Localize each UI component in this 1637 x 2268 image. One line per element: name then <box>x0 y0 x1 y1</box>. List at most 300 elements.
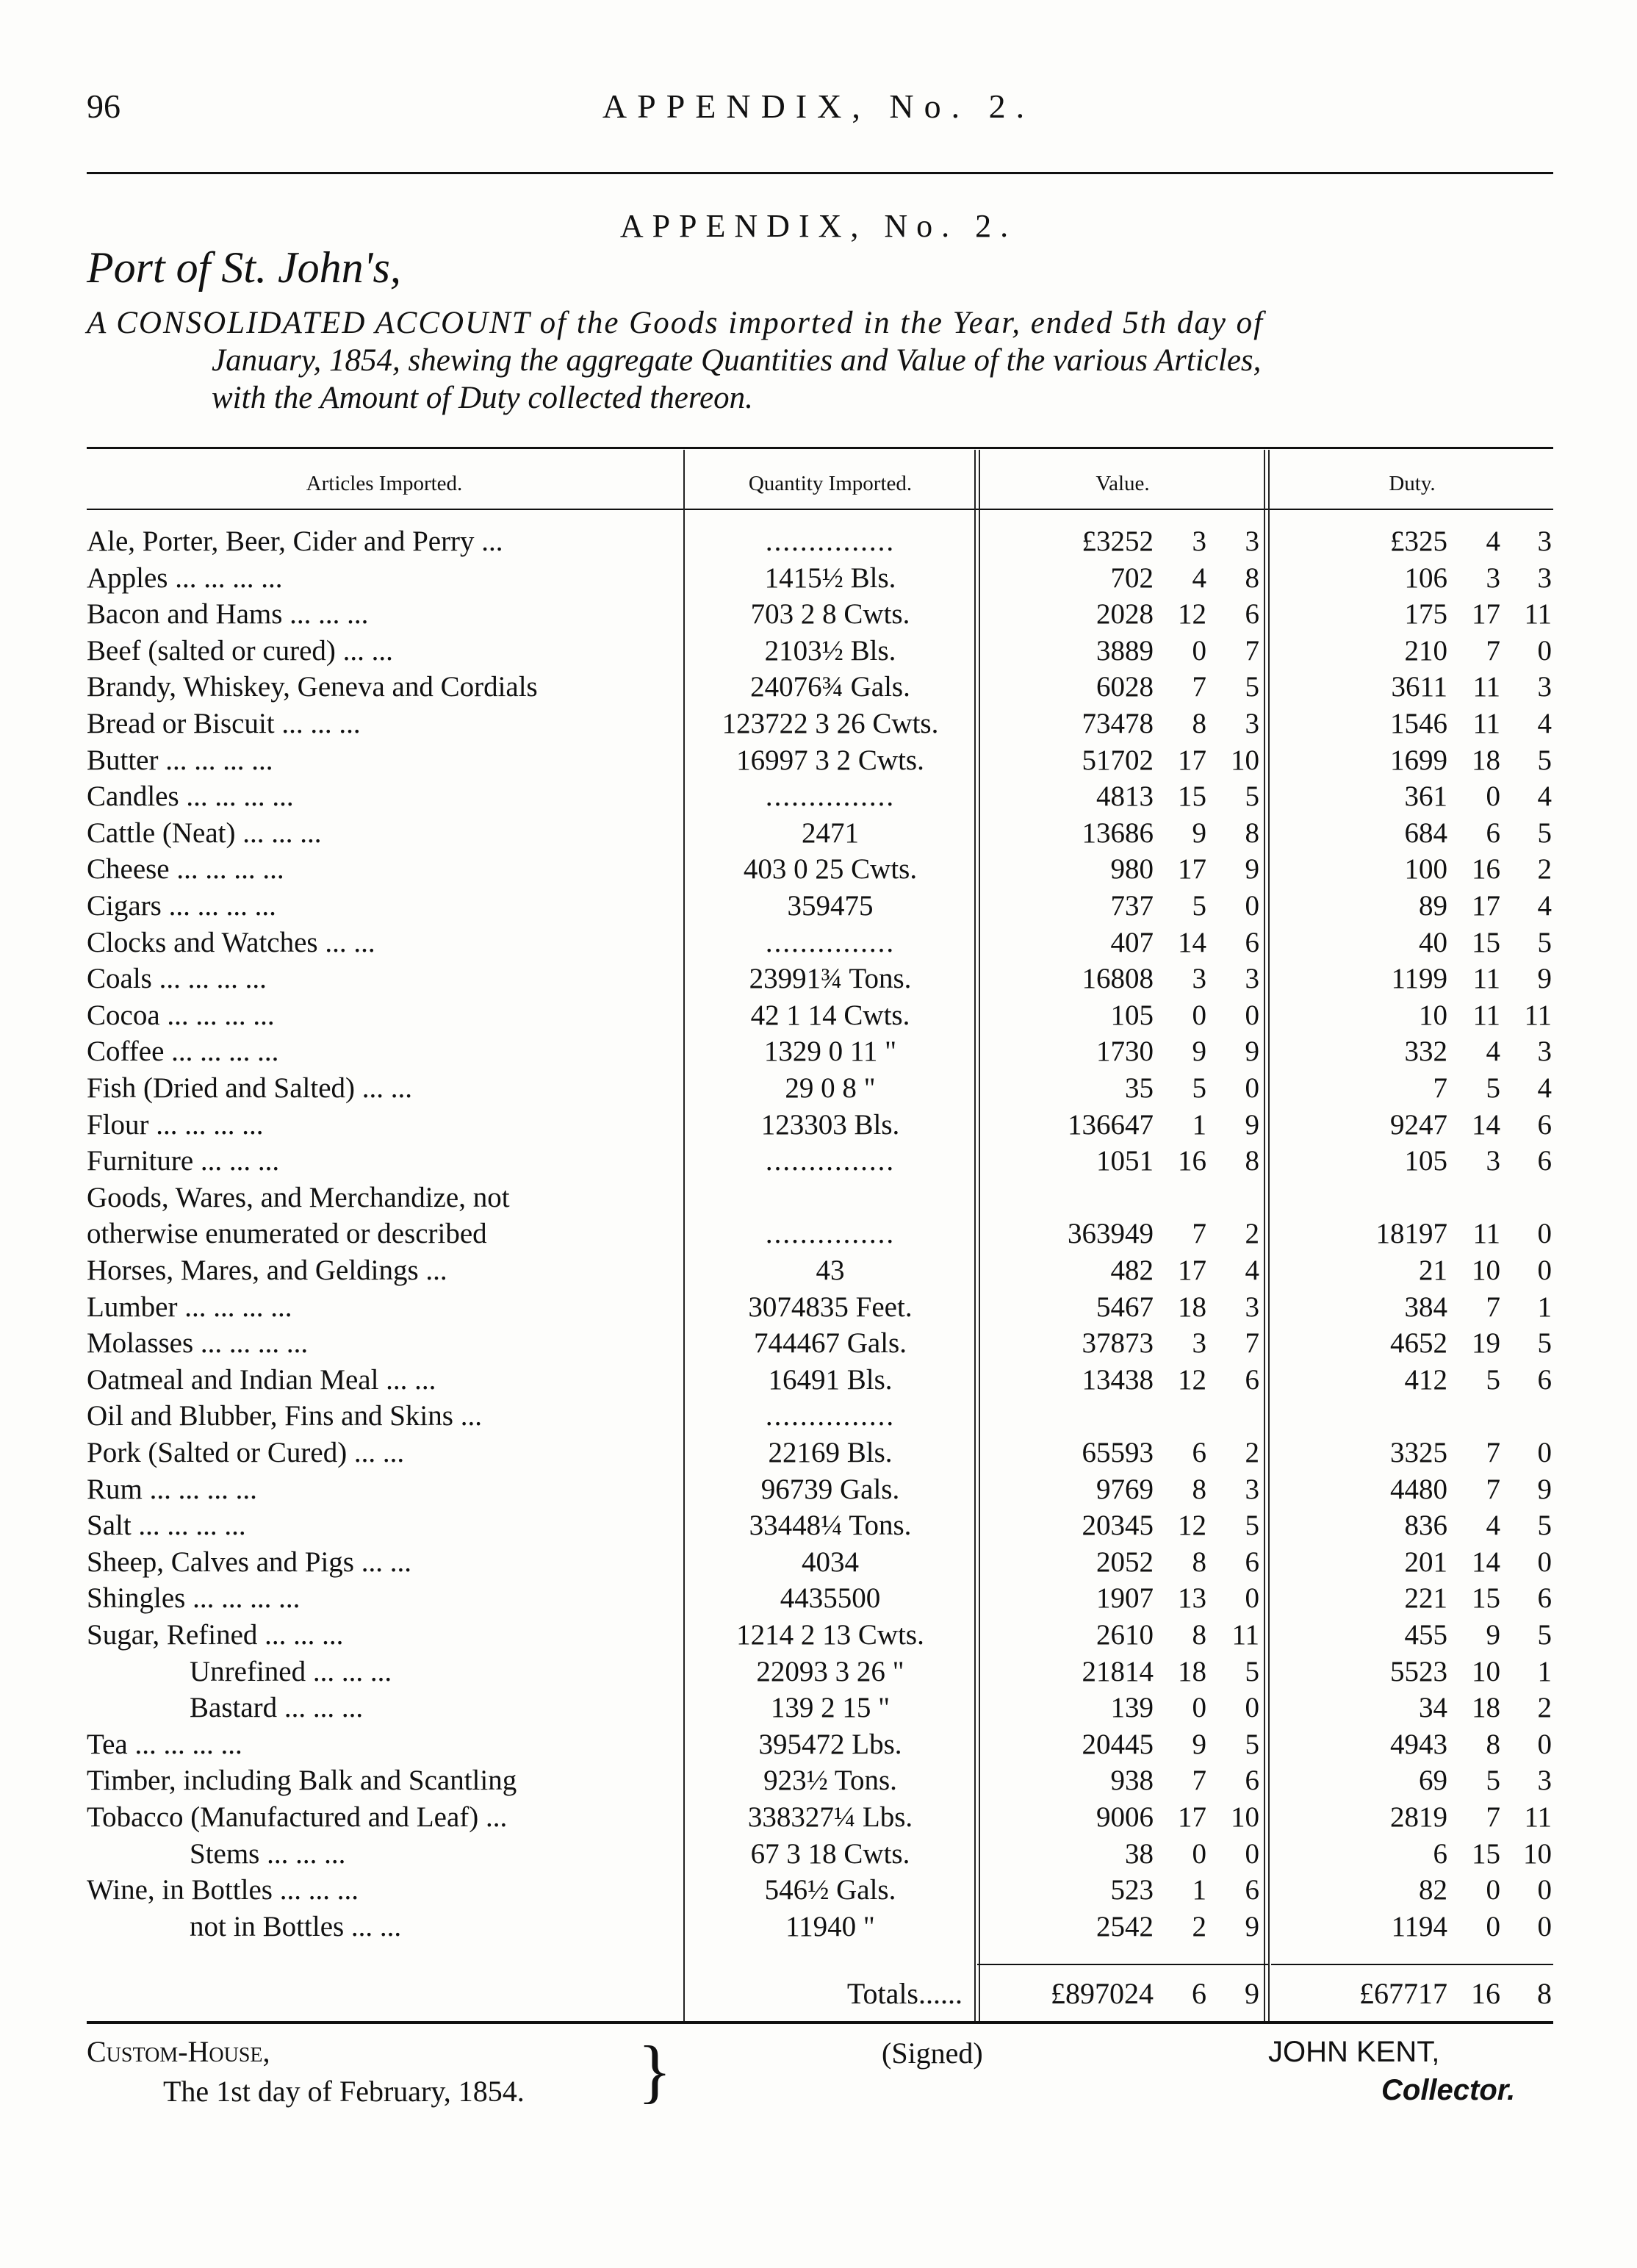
duty-shillings-cell: 10 <box>1472 1655 1500 1687</box>
totals-rule-duty <box>1271 1964 1553 1965</box>
value-pence-cell: 2 <box>1245 1218 1259 1250</box>
article-cell: Coals ... ... ... ... <box>87 963 267 995</box>
value-pence-cell: 3 <box>1245 963 1259 995</box>
value-pence-cell: 5 <box>1245 780 1259 813</box>
value-pounds-cell: 407 <box>1110 926 1154 958</box>
quantity-cell: 29 0 8 " <box>785 1072 876 1104</box>
value-pence-cell: 10 <box>1231 1801 1259 1833</box>
duty-shillings-cell: 14 <box>1472 1108 1500 1141</box>
appendix-title: APPENDIX, No. 2. <box>619 208 1018 244</box>
duty-shillings-cell: 4 <box>1486 525 1500 557</box>
quantity-cell: 22093 3 26 " <box>756 1655 904 1687</box>
quantity-cell: 1214 2 13 Cwts. <box>736 1619 924 1651</box>
value-shillings-cell: 12 <box>1178 1510 1206 1542</box>
value-shillings-cell: 4 <box>1192 561 1206 594</box>
duty-pence-cell: 5 <box>1537 1510 1552 1542</box>
duty-shillings-cell: 15 <box>1472 926 1500 958</box>
article-cell: Oil and Blubber, Fins and Skins ... <box>87 1400 482 1432</box>
value-pence-cell: 3 <box>1245 1291 1259 1323</box>
article-cell: Goods, Wares, and Merchandize, not <box>87 1181 510 1213</box>
duty-pence-cell: 10 <box>1523 1837 1552 1870</box>
description-line: January, 1854, shewing the aggregate Quantities and Value of the various Articles, <box>212 343 1262 378</box>
value-pence-cell: 4 <box>1245 1255 1259 1286</box>
totals-duty-shillings: 16 <box>1471 1977 1500 2010</box>
description-line: A CONSOLIDATED ACCOUNT of the Goods imported in the Year, ended 5th day of <box>87 306 1264 340</box>
quantity-cell: 2471 <box>802 817 859 849</box>
value-pounds-cell: 37873 <box>1082 1327 1154 1360</box>
table-row <box>0 1325 1637 1361</box>
value-pence-cell: 0 <box>1245 1692 1259 1724</box>
duty-shillings-cell: 5 <box>1486 1072 1500 1104</box>
value-shillings-cell: 8 <box>1192 1546 1206 1578</box>
duty-shillings-cell: 6 <box>1486 817 1500 849</box>
value-shillings-cell: 18 <box>1178 1291 1206 1323</box>
duty-pence-cell: 1 <box>1537 1655 1552 1687</box>
duty-shillings-cell: 8 <box>1486 1728 1500 1760</box>
quantity-cell: 4034 <box>802 1546 859 1578</box>
article-cell: Candles ... ... ... ... <box>87 780 294 813</box>
value-shillings-cell: 13 <box>1178 1582 1206 1615</box>
table-row <box>0 1507 1637 1543</box>
value-pence-cell: 10 <box>1231 744 1259 776</box>
quantity-cell: 403 0 25 Cwts. <box>743 853 918 886</box>
value-pounds-cell: 51702 <box>1082 744 1154 776</box>
duty-pounds-cell: 105 <box>1404 1145 1447 1177</box>
article-cell: otherwise enumerated or described <box>87 1218 487 1250</box>
duty-shillings-cell: 11 <box>1472 999 1500 1031</box>
duty-shillings-cell: 18 <box>1472 744 1500 776</box>
description-line: with the Amount of Duty collected thereon. <box>212 381 753 415</box>
footer-place: Custom-House, <box>87 2035 270 2068</box>
value-pence-cell: 9 <box>1245 1910 1259 1942</box>
article-cell: Cattle (Neat) ... ... ... <box>87 817 322 849</box>
article-cell: Salt ... ... ... ... <box>87 1510 246 1542</box>
table-row <box>0 1289 1637 1325</box>
table-row <box>0 596 1637 632</box>
duty-pence-cell: 0 <box>1537 1218 1552 1250</box>
quantity-cell: 16997 3 2 Cwts. <box>736 744 924 776</box>
article-cell: Shingles ... ... ... ... <box>87 1582 301 1615</box>
table-row <box>0 1471 1637 1507</box>
duty-shillings-cell: 7 <box>1486 1291 1500 1323</box>
article-cell: Bacon and Hams ... ... ... <box>87 598 369 631</box>
value-shillings-cell: 15 <box>1178 780 1206 813</box>
table-row <box>0 1726 1637 1762</box>
duty-pounds-cell: 89 <box>1419 890 1447 922</box>
table-row <box>0 633 1637 669</box>
duty-pounds-cell: 221 <box>1404 1582 1447 1615</box>
value-pounds-cell: 6028 <box>1096 671 1154 703</box>
duty-shillings-cell: 11 <box>1472 1218 1500 1250</box>
value-shillings-cell: 17 <box>1178 1801 1206 1833</box>
value-pounds-cell: 1907 <box>1096 1582 1154 1615</box>
table-row <box>0 1690 1637 1726</box>
article-cell: Wine, in Bottles ... ... ... <box>87 1874 359 1906</box>
duty-pence-cell: 4 <box>1537 890 1552 922</box>
totals-duty-pounds: £67717 <box>1359 1977 1447 2010</box>
article-cell: Apples ... ... ... ... <box>87 561 283 594</box>
value-pence-cell: 8 <box>1245 1145 1259 1177</box>
quantity-cell: 395472 Lbs. <box>758 1728 902 1760</box>
duty-pounds-cell: 100 <box>1404 853 1447 886</box>
value-pounds-cell: 9769 <box>1096 1473 1154 1505</box>
quantity-cell: 3074835 Feet. <box>748 1291 913 1323</box>
duty-shillings-cell: 0 <box>1486 1910 1500 1942</box>
duty-shillings-cell: 11 <box>1472 963 1500 995</box>
article-cell: Cigars ... ... ... ... <box>87 890 276 922</box>
value-shillings-cell: 5 <box>1192 890 1206 922</box>
quantity-cell: 2103½ Bls. <box>764 634 896 667</box>
duty-shillings-cell: 10 <box>1472 1255 1500 1286</box>
value-shillings-cell: 3 <box>1192 963 1206 995</box>
value-pounds-cell: 523 <box>1110 1874 1154 1906</box>
duty-pounds-cell: 3325 <box>1390 1437 1447 1468</box>
footer-name: JOHN KENT, <box>1268 2036 1440 2068</box>
table-row <box>0 1617 1637 1653</box>
col-header-quantity: Quantity Imported. <box>748 472 913 495</box>
table-row <box>0 1070 1637 1106</box>
duty-pence-cell: 6 <box>1537 1145 1552 1177</box>
table-top-rule <box>87 447 1553 449</box>
value-shillings-cell: 7 <box>1192 671 1206 703</box>
value-shillings-cell: 3 <box>1192 525 1206 557</box>
article-cell: Tea ... ... ... ... <box>87 1728 242 1760</box>
value-pounds-cell: 2052 <box>1096 1546 1154 1578</box>
value-shillings-cell: 8 <box>1192 708 1206 739</box>
value-pounds-cell: 16808 <box>1082 963 1154 995</box>
table-row <box>0 851 1637 887</box>
value-pounds-cell: 482 <box>1110 1255 1154 1286</box>
value-pounds-cell: 38 <box>1125 1837 1154 1870</box>
value-pounds-cell: 938 <box>1110 1765 1154 1797</box>
duty-pence-cell: 0 <box>1537 634 1552 667</box>
article-cell: Stems ... ... ... <box>190 1837 346 1870</box>
table-row <box>0 742 1637 778</box>
article-cell: Furniture ... ... ... <box>87 1145 280 1177</box>
value-pence-cell: 6 <box>1245 926 1259 958</box>
duty-pounds-cell: 3611 <box>1391 671 1447 703</box>
value-pounds-cell: £3252 <box>1082 525 1154 557</box>
article-cell: Lumber ... ... ... ... <box>87 1291 292 1323</box>
value-pence-cell: 0 <box>1245 1072 1259 1104</box>
duty-shillings-cell: 15 <box>1472 1582 1500 1615</box>
value-shillings-cell: 12 <box>1178 1363 1206 1396</box>
value-shillings-cell: 18 <box>1178 1655 1206 1687</box>
brace-icon: } <box>638 2031 672 2110</box>
duty-pence-cell: 4 <box>1537 708 1552 739</box>
duty-shillings-cell: 19 <box>1472 1327 1500 1360</box>
totals-rule-value <box>977 1964 1268 1965</box>
duty-pence-cell: 4 <box>1537 1072 1552 1104</box>
duty-pence-cell: 0 <box>1537 1546 1552 1578</box>
value-shillings-cell: 17 <box>1178 853 1206 886</box>
value-pence-cell: 2 <box>1245 1437 1259 1468</box>
value-shillings-cell: 1 <box>1192 1874 1206 1906</box>
value-pounds-cell: 1730 <box>1096 1036 1154 1068</box>
port-title: Port of St. John's, <box>87 243 401 292</box>
table-row <box>0 961 1637 997</box>
duty-pounds-cell: 1699 <box>1390 744 1447 776</box>
quantity-cell: 33448¼ Tons. <box>749 1510 912 1542</box>
value-shillings-cell: 9 <box>1192 1036 1206 1068</box>
value-pence-cell: 0 <box>1245 1582 1259 1615</box>
table-row <box>0 888 1637 924</box>
quantity-cell: 42 1 14 Cwts. <box>750 999 910 1031</box>
duty-pounds-cell: 7 <box>1433 1072 1447 1104</box>
quantity-cell: 338327¼ Lbs. <box>747 1801 913 1833</box>
duty-pence-cell: 0 <box>1537 1255 1552 1286</box>
duty-pence-cell: 5 <box>1537 817 1552 849</box>
value-pounds-cell: 4813 <box>1096 780 1154 813</box>
quantity-cell: 546½ Gals. <box>764 1874 896 1906</box>
article-cell: Oatmeal and Indian Meal ... ... <box>87 1363 436 1396</box>
table-row <box>0 523 1637 559</box>
duty-pence-cell: 2 <box>1537 853 1552 886</box>
table-row <box>0 1107 1637 1143</box>
duty-pounds-cell: 836 <box>1404 1510 1447 1542</box>
value-shillings-cell: 14 <box>1178 926 1206 958</box>
quantity-cell: 4435500 <box>780 1582 881 1615</box>
duty-pence-cell: 6 <box>1537 1363 1552 1396</box>
value-pounds-cell: 139 <box>1110 1692 1154 1724</box>
duty-pounds-cell: £325 <box>1390 525 1447 557</box>
value-pounds-cell: 1051 <box>1096 1145 1154 1177</box>
value-pence-cell: 7 <box>1245 634 1259 667</box>
duty-pence-cell: 5 <box>1537 1327 1552 1360</box>
value-pounds-cell: 105 <box>1110 999 1154 1031</box>
value-pounds-cell: 35 <box>1125 1072 1154 1104</box>
duty-shillings-cell: 18 <box>1472 1692 1500 1724</box>
value-pence-cell: 9 <box>1245 1108 1259 1141</box>
duty-pounds-cell: 1546 <box>1390 708 1447 739</box>
quantity-cell: 123722 3 26 Cwts. <box>722 708 939 739</box>
duty-pounds-cell: 4652 <box>1390 1327 1447 1360</box>
duty-pounds-cell: 412 <box>1404 1363 1447 1396</box>
duty-pence-cell: 0 <box>1537 1874 1552 1906</box>
table-row <box>0 1216 1637 1252</box>
table-row <box>0 1580 1637 1616</box>
value-shillings-cell: 7 <box>1192 1765 1206 1797</box>
value-pence-cell: 6 <box>1245 598 1259 631</box>
value-shillings-cell: 9 <box>1192 817 1206 849</box>
header-bottom-rule <box>87 509 1553 510</box>
duty-pence-cell: 11 <box>1524 598 1552 631</box>
col-header-duty: Duty. <box>1389 472 1436 495</box>
quantity-cell: 123303 Bls. <box>760 1108 900 1141</box>
duty-pence-cell: 3 <box>1537 1036 1552 1068</box>
duty-pounds-cell: 82 <box>1419 1874 1447 1906</box>
quantity-cell: 744467 Gals. <box>754 1327 907 1360</box>
value-pence-cell: 5 <box>1245 671 1259 703</box>
duty-pounds-cell: 210 <box>1404 634 1447 667</box>
value-pounds-cell: 20345 <box>1082 1510 1154 1542</box>
quantity-cell: ............... <box>765 1145 896 1177</box>
totals-label: Totals...... <box>846 1977 963 2010</box>
totals-value-pounds: £897024 <box>1051 1977 1154 2010</box>
duty-shillings-cell: 4 <box>1486 1510 1500 1542</box>
page-number: 96 <box>87 87 120 125</box>
value-pence-cell: 3 <box>1245 1473 1259 1505</box>
value-pounds-cell: 2028 <box>1096 598 1154 631</box>
duty-shillings-cell: 17 <box>1472 598 1500 631</box>
duty-shillings-cell: 14 <box>1472 1546 1500 1578</box>
value-shillings-cell: 12 <box>1178 598 1206 631</box>
value-pence-cell: 3 <box>1245 525 1259 557</box>
quantity-cell: 22169 Bls. <box>768 1437 893 1468</box>
value-shillings-cell: 5 <box>1192 1072 1206 1104</box>
article-cell: Cheese ... ... ... ... <box>87 853 284 886</box>
value-pounds-cell: 980 <box>1110 853 1154 886</box>
value-shillings-cell: 0 <box>1192 999 1206 1031</box>
duty-pounds-cell: 684 <box>1404 817 1447 849</box>
value-pounds-cell: 65593 <box>1082 1437 1154 1468</box>
value-pence-cell: 3 <box>1245 708 1259 739</box>
quantity-cell: ............... <box>765 780 896 813</box>
quantity-cell: 1329 0 11 " <box>763 1036 897 1068</box>
duty-pounds-cell: 455 <box>1404 1619 1447 1651</box>
article-cell: Sheep, Calves and Pigs ... ... <box>87 1546 411 1578</box>
value-pence-cell: 6 <box>1245 1546 1259 1578</box>
value-shillings-cell: 17 <box>1178 744 1206 776</box>
col-header-articles: Articles Imported. <box>306 472 463 495</box>
table-row <box>0 1435 1637 1471</box>
duty-pence-cell: 11 <box>1524 1801 1552 1833</box>
article-cell: Rum ... ... ... ... <box>87 1473 257 1505</box>
value-shillings-cell: 1 <box>1192 1108 1206 1141</box>
duty-pence-cell: 4 <box>1537 780 1552 813</box>
value-pence-cell: 7 <box>1245 1327 1259 1360</box>
quantity-cell: ............... <box>765 1400 896 1432</box>
value-shillings-cell: 0 <box>1192 1692 1206 1724</box>
value-pounds-cell: 13438 <box>1082 1363 1154 1396</box>
duty-pounds-cell: 10 <box>1419 999 1447 1031</box>
value-pounds-cell: 363949 <box>1068 1218 1154 1250</box>
article-cell: Bastard ... ... ... <box>190 1692 364 1724</box>
table-row <box>0 706 1637 742</box>
duty-pounds-cell: 9247 <box>1390 1108 1447 1141</box>
duty-pence-cell: 0 <box>1537 1437 1552 1468</box>
duty-shillings-cell: 11 <box>1472 671 1500 703</box>
value-pence-cell: 0 <box>1245 999 1259 1031</box>
article-cell: Flour ... ... ... ... <box>87 1108 264 1141</box>
value-pence-cell: 6 <box>1245 1765 1259 1797</box>
quantity-cell: ............... <box>765 525 896 557</box>
quantity-cell: 923½ Tons. <box>763 1765 897 1797</box>
quantity-cell: 23991¾ Tons. <box>749 963 912 995</box>
value-pence-cell: 6 <box>1245 1363 1259 1396</box>
table-row <box>0 1143 1637 1179</box>
value-pence-cell: 11 <box>1231 1619 1259 1651</box>
value-shillings-cell: 8 <box>1192 1619 1206 1651</box>
table-row <box>0 1762 1637 1798</box>
duty-pounds-cell: 4480 <box>1390 1473 1447 1505</box>
value-shillings-cell: 9 <box>1192 1728 1206 1760</box>
article-cell: Brandy, Whiskey, Geneva and Cordials <box>87 671 538 703</box>
duty-shillings-cell: 9 <box>1486 1619 1500 1651</box>
duty-pounds-cell: 1194 <box>1391 1910 1447 1942</box>
duty-shillings-cell: 17 <box>1472 890 1500 922</box>
value-pounds-cell: 73478 <box>1082 708 1154 739</box>
table-row <box>0 997 1637 1033</box>
value-pence-cell: 9 <box>1245 1036 1259 1068</box>
quantity-cell: ............... <box>765 1218 896 1250</box>
duty-shillings-cell: 4 <box>1486 1036 1500 1068</box>
article-cell: Fish (Dried and Salted) ... ... <box>87 1072 413 1104</box>
article-cell: Sugar, Refined ... ... ... <box>87 1619 344 1651</box>
table-row <box>0 778 1637 814</box>
article-cell: Bread or Biscuit ... ... ... <box>87 708 361 739</box>
description <box>87 304 1553 417</box>
duty-pounds-cell: 21 <box>1419 1255 1447 1286</box>
duty-pence-cell: 11 <box>1524 999 1552 1031</box>
duty-shillings-cell: 7 <box>1486 1801 1500 1833</box>
duty-shillings-cell: 11 <box>1472 708 1500 739</box>
duty-pence-cell: 9 <box>1537 963 1552 995</box>
table-row <box>0 669 1637 705</box>
quantity-cell: 43 <box>816 1255 845 1286</box>
quantity-cell: 16491 Bls. <box>768 1363 893 1396</box>
duty-pounds-cell: 18197 <box>1375 1218 1447 1250</box>
table-row <box>0 1654 1637 1690</box>
value-shillings-cell: 7 <box>1192 1218 1206 1250</box>
duty-shillings-cell: 7 <box>1486 634 1500 667</box>
duty-shillings-cell: 16 <box>1472 853 1500 886</box>
duty-pounds-cell: 106 <box>1404 561 1447 594</box>
footer-date: The 1st day of February, 1854. <box>163 2075 525 2108</box>
quantity-cell: 11940 " <box>785 1910 875 1942</box>
value-pounds-cell: 21814 <box>1082 1655 1154 1687</box>
value-shillings-cell: 0 <box>1192 1837 1206 1870</box>
article-cell: Horses, Mares, and Geldings ... <box>87 1255 447 1286</box>
duty-pence-cell: 9 <box>1537 1473 1552 1505</box>
table-bottom-rule <box>87 2021 1553 2024</box>
table-row <box>0 1180 1637 1216</box>
value-pence-cell: 0 <box>1245 1837 1259 1870</box>
duty-pence-cell: 6 <box>1537 1108 1552 1141</box>
duty-pounds-cell: 1199 <box>1391 963 1447 995</box>
duty-pounds-cell: 201 <box>1404 1546 1447 1578</box>
duty-pence-cell: 5 <box>1537 926 1552 958</box>
duty-shillings-cell: 3 <box>1486 561 1500 594</box>
quantity-cell: 359475 <box>787 890 874 922</box>
article-cell: Unrefined ... ... ... <box>190 1655 392 1687</box>
duty-pence-cell: 0 <box>1537 1910 1552 1942</box>
value-shillings-cell: 17 <box>1178 1255 1206 1286</box>
table-row <box>0 815 1637 851</box>
value-pounds-cell: 20445 <box>1082 1728 1154 1760</box>
table-row <box>0 1799 1637 1835</box>
table-row <box>0 1033 1637 1069</box>
duty-pence-cell: 5 <box>1537 1619 1552 1651</box>
value-shillings-cell: 6 <box>1192 1437 1206 1468</box>
value-pence-cell: 9 <box>1245 853 1259 886</box>
value-shillings-cell: 2 <box>1192 1910 1206 1942</box>
value-pounds-cell: 737 <box>1110 890 1154 922</box>
value-shillings-cell: 0 <box>1192 634 1206 667</box>
duty-shillings-cell: 7 <box>1486 1473 1500 1505</box>
duty-pence-cell: 3 <box>1537 671 1552 703</box>
article-cell: Butter ... ... ... ... <box>87 744 273 776</box>
duty-pence-cell: 3 <box>1537 561 1552 594</box>
duty-pounds-cell: 40 <box>1419 926 1447 958</box>
table-row <box>0 925 1637 961</box>
duty-shillings-cell: 15 <box>1472 1837 1500 1870</box>
value-pounds-cell: 2542 <box>1096 1910 1154 1942</box>
table-row <box>0 1252 1637 1288</box>
value-pounds-cell: 5467 <box>1096 1291 1154 1323</box>
article-cell: Pork (Salted or Cured) ... ... <box>87 1437 405 1468</box>
article-cell: Ale, Porter, Beer, Cider and Perry ... <box>87 525 503 557</box>
